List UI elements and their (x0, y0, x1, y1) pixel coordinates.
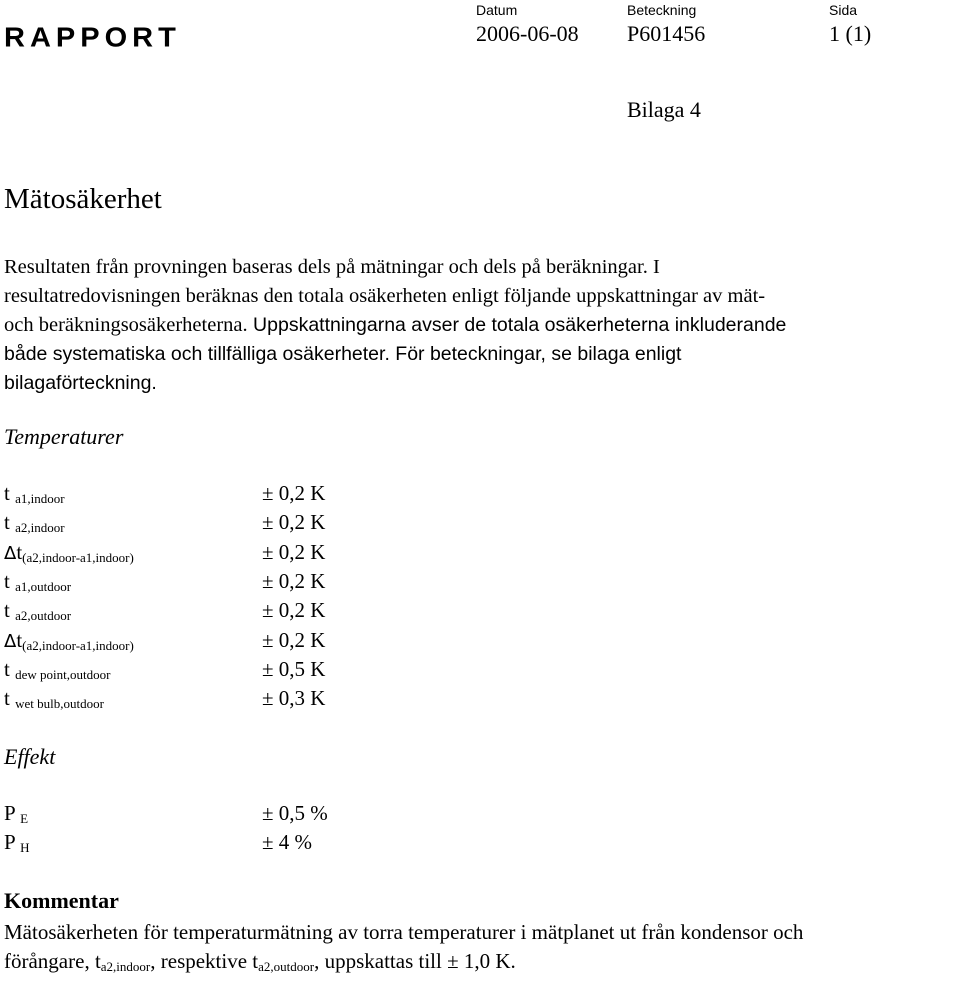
delta-symbol: Δ (4, 631, 17, 652)
report-logo: RAPPORT (4, 22, 181, 54)
comment-line (4, 947, 959, 981)
symbol-subscript: a2,indoor (100, 959, 151, 974)
intro-line-part: Uppskattningarna avser de totala osäkerheterna inkluderande (247, 314, 787, 336)
temp-row-symbol (4, 598, 71, 624)
symbol-subscript: a1,outdoor (15, 579, 72, 594)
symbol-base: t (4, 481, 10, 505)
temp-row-symbol (4, 540, 134, 566)
temp-row-value: ± 0,2 K (262, 540, 326, 564)
temp-row-value: ± 0,2 K (262, 569, 326, 593)
intro-line: både systematiska och tillfälliga osäkerheter. För beteckningar, se bilaga enligt (4, 343, 682, 365)
symbol-base: t (4, 686, 10, 710)
temp-row-symbol (4, 628, 134, 654)
temp-row-symbol (4, 657, 110, 683)
symbol-subscript: wet bulb,outdoor (15, 696, 104, 711)
comment-heading: Kommentar (4, 888, 119, 913)
symbol-base: t (4, 657, 10, 681)
intro-line: bilagaförteckning. (4, 372, 157, 394)
reference-value: P601456 (627, 21, 706, 46)
temp-row-symbol (4, 686, 104, 712)
comment-text: förångare, t (4, 949, 101, 973)
intro-line (4, 311, 956, 340)
symbol-subscript: E (20, 811, 29, 826)
power-row-symbol (4, 801, 28, 827)
intro-line: Resultaten från provningen baseras dels på mätningar och dels på beräkningar. I (4, 256, 660, 278)
power-row-value: ± 4 % (262, 830, 313, 854)
intro-line: resultatredovisningen beräknas den totala osäkerheten enligt följande uppskattningar av mät- (4, 285, 766, 307)
temp-row-value: ± 0,5 K (262, 657, 326, 681)
page-value: 1 (1) (829, 21, 872, 46)
symbol-subscript: (a2,indoor-a1,indoor) (22, 550, 134, 565)
temperatures-heading: Temperaturer (4, 424, 124, 449)
temp-row-value: ± 0,2 K (262, 628, 326, 652)
page-title: Mätosäkerhet (4, 183, 162, 215)
symbol-base: P (4, 830, 15, 854)
power-heading: Effekt (4, 744, 56, 769)
symbol-base: t (16, 540, 23, 564)
date-label: Datum (476, 2, 518, 18)
temp-row-value: ± 0,2 K (262, 598, 326, 622)
symbol-subscript: a2,outdoor (15, 608, 72, 623)
symbol-base: t (4, 510, 10, 534)
symbol-subscript: a2,outdoor (258, 959, 315, 974)
comment-text: , respektive t (150, 949, 259, 973)
appendix-label: Bilaga 4 (627, 97, 701, 122)
symbol-subscript: a1,indoor (15, 491, 65, 506)
temp-row-value: ± 0,2 K (262, 510, 326, 534)
intro-paragraph (4, 253, 956, 398)
intro-line-part: och beräkningsosäkerheterna. (4, 314, 248, 336)
symbol-subscript: a2,indoor (15, 520, 65, 535)
temp-row-symbol (4, 510, 65, 536)
temp-row-value: ± 0,3 K (262, 686, 326, 710)
power-row-value: ± 0,5 % (262, 801, 328, 825)
reference-label: Beteckning (627, 2, 697, 18)
temp-row-value: ± 0,2 K (262, 481, 326, 505)
symbol-base: t (16, 628, 23, 652)
delta-symbol: Δ (4, 543, 17, 564)
power-row-symbol (4, 830, 30, 856)
date-value: 2006-06-08 (476, 21, 579, 46)
temp-row-symbol (4, 569, 71, 595)
comment-line: Mätosäkerheten för temperaturmätning av torra temperaturer i mätplanet ut från kondensor och (4, 920, 804, 944)
symbol-base: P (4, 801, 15, 825)
page-label: Sida (829, 2, 858, 18)
temp-row-symbol (4, 481, 65, 507)
symbol-base: t (4, 569, 10, 593)
symbol-subscript: H (20, 840, 30, 855)
symbol-subscript: dew point,outdoor (15, 667, 111, 682)
symbol-subscript: (a2,indoor-a1,indoor) (22, 638, 134, 653)
comment-text: , uppskattas till ± 1,0 K. (314, 949, 516, 973)
symbol-base: t (4, 598, 10, 622)
